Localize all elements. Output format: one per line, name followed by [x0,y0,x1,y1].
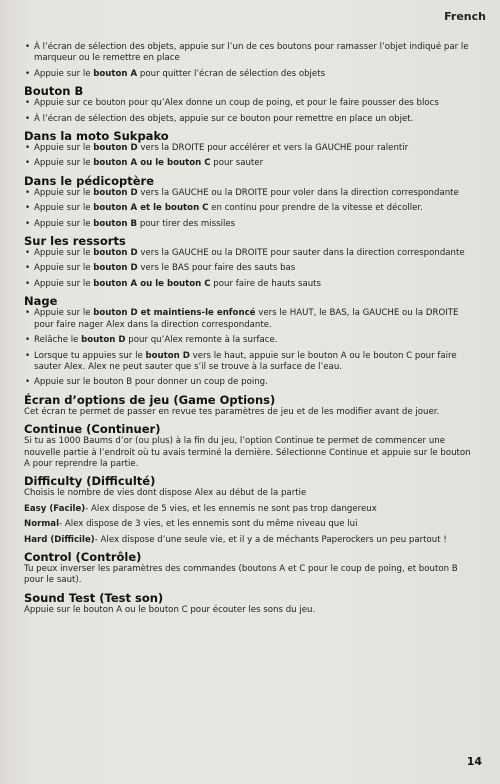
paragraph: Choisis le nombre de vies dont dispose Alex au début de la partie [24,488,307,499]
list-item: • Appuie sur le bouton D vers le BAS pour faire des sauts bas [24,263,474,274]
page-content [24,42,474,620]
difficulty-section [24,474,474,546]
section-heading: Nage [24,294,58,309]
section-heading: Dans le pédicoptère [24,173,155,188]
intro-section [24,42,474,80]
list-item: • Appuie sur le bouton A pour quitter l’écran de sélection des objets [24,69,474,80]
list-item: • Appuie sur le bouton B pour donner un coup de poing. [24,377,474,388]
section-heading: Difficulty (Difficulté) [24,474,156,489]
pedicoptere-section [24,174,474,230]
section-heading: Continue (Continuer) [24,422,161,437]
section-heading: Sur les ressorts [24,234,126,249]
list-item: • Appuie sur le bouton D vers la DROITE pour accélérer et vers la GAUCHE pour ralentir [24,143,474,154]
list-item: • Appuie sur le bouton A et le bouton C en continu pour prendre de la vitesse et décoller. [24,203,474,214]
section-heading: Control (Contrôle) [24,549,142,564]
section-heading: Sound Test (Test son) [24,590,164,605]
list-item: • Appuie sur le bouton B pour tirer des missiles [24,219,474,230]
list-item: • Appuie sur le bouton D et maintiens-le enfoncé vers le HAUT, le BAS, la GAUCHE ou la DROITE pour faire nager Alex dans la direction correspondante. [24,308,474,331]
moto-section [24,129,474,170]
list-item: • Appuie sur le bouton A ou le bouton C pour faire de hauts sauts [24,279,474,290]
list-item: • À l’écran de sélection des objets, appuie sur ce bouton pour remettre en place un objet. [24,114,474,125]
list-item: • Lorsque tu appuies sur le bouton D vers le haut, appuie sur le bouton A ou le bouton C pour faire sauter Alex. Alex ne peut sauter que s’il se trouve à la surface de l’eau. [24,351,474,374]
paragraph: Cet écran te permet de passer en revue tes paramètres de jeu et de les modifier avant de jouer. [24,406,440,417]
section-heading: Bouton B [24,84,84,99]
nage-section [24,294,474,388]
intro-list [24,42,474,80]
section-heading: Dans la moto Sukpako [24,129,169,144]
difficulty-normal: Normal- Alex dispose de 3 vies, et les ennemis sont du même niveau que lui [24,519,358,530]
list-item: • Appuie sur le bouton A ou le bouton C pour sauter [24,158,474,169]
bouton-b-section [24,84,474,125]
difficulty-easy: Easy (Facile)- Alex dispose de 5 vies, et les ennemis ne sont pas trop dangereux [24,503,377,514]
sound-section [24,591,474,616]
difficulty-hard: Hard (Difficile)- Alex dispose d’une seule vie, et il y a de méchants Paperockers un peu partout ! [24,534,447,545]
ressorts-section [24,234,474,290]
list-item: • Appuie sur le bouton D vers la GAUCHE ou la DROITE pour sauter dans la direction correspondante [24,248,474,259]
paragraph: Appuie sur le bouton A ou le bouton C pour écouter les sons du jeu. [24,604,316,615]
list-item: • Appuie sur ce bouton pour qu’Alex donne un coup de poing, et pour le faire pousser des blocs [24,98,474,109]
paragraph: Si tu as 1000 Baums d’or (ou plus) à la fin du jeu, l’option Continue te permet de commencer une nouvelle partie à l’endroit où tu avais terminé la dernière. Sélectionne Continue et appuie sur le bouton A pour reprendre la partie. [24,436,471,469]
paragraph: Tu peux inverser les paramètres des commandes (boutons A et C pour le coup de poing, et bouton B pour le saut). [24,563,458,586]
control-section [24,550,474,587]
continue-section [24,422,474,470]
page-number: 14 [466,755,482,768]
language-header: French [444,10,486,23]
options-section [24,393,474,418]
list-item: • Relâche le bouton D pour qu’Alex remonte à la surface. [24,335,474,346]
list-item: • À l’écran de sélection des objets, appuie sur l’un de ces boutons pour ramasser l’objet indiqué par le marqueur ou le remettre en place [24,42,474,65]
section-heading: Écran d’options de jeu (Game Options) [24,392,276,407]
list-item: • Appuie sur le bouton D vers la GAUCHE ou la DROITE pour voler dans la direction correspondante [24,188,474,199]
